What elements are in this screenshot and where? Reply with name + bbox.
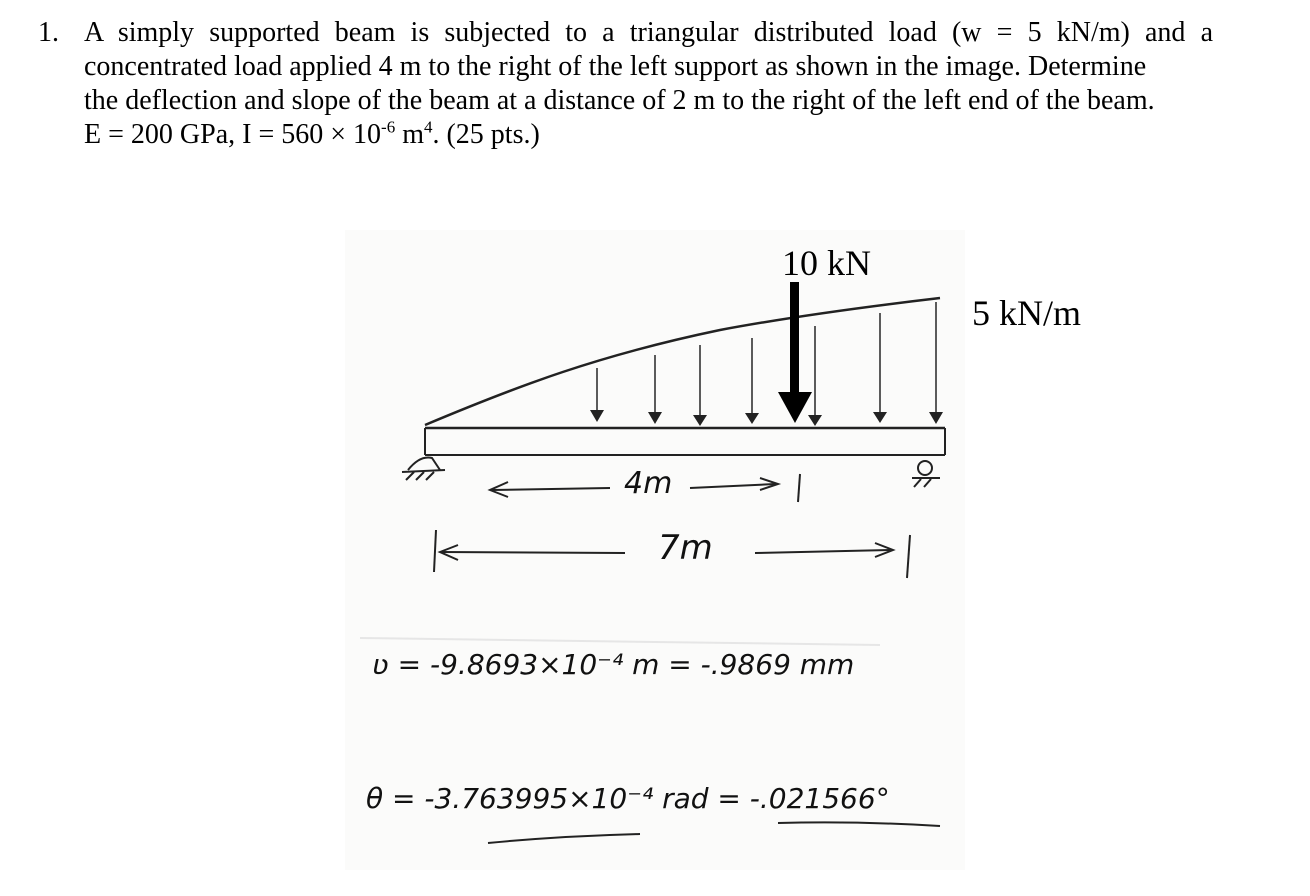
slope-answer: θ = -3.763995×10⁻⁴ rad = -.021566° — [366, 782, 890, 815]
dim-7m-label: 7m — [658, 528, 713, 568]
unit-m: m — [395, 119, 424, 150]
point-load-shaft — [790, 282, 799, 394]
points: . (25 pts.) — [432, 119, 540, 150]
point-load-label: 10 kN — [782, 243, 871, 283]
distributed-load-label: 5 kN/m — [972, 293, 1082, 333]
given-values: E = 200 GPa, I = 560 × 10 — [84, 119, 382, 150]
problem-line-3: the deflection and slope of the beam at a distance of 2 m to the right of the left end of the beam. — [84, 85, 1155, 116]
exponent-neg6: -6 — [381, 117, 396, 137]
problem-number: 1. — [38, 17, 59, 48]
problem-line-2: concentrated load applied 4 m to the right of the left support as shown in the image. Determine — [84, 51, 1147, 82]
exponent-4: 4 — [423, 117, 433, 137]
dim-4m-label: 4m — [624, 466, 673, 501]
problem-line-1: A simply supported beam is subjected to a triangular distributed load (w = 5 kN/m) and a — [84, 17, 1213, 48]
deflection-answer: ʋ = -9.8693×10⁻⁴ m = -.9869 mm — [372, 648, 855, 681]
